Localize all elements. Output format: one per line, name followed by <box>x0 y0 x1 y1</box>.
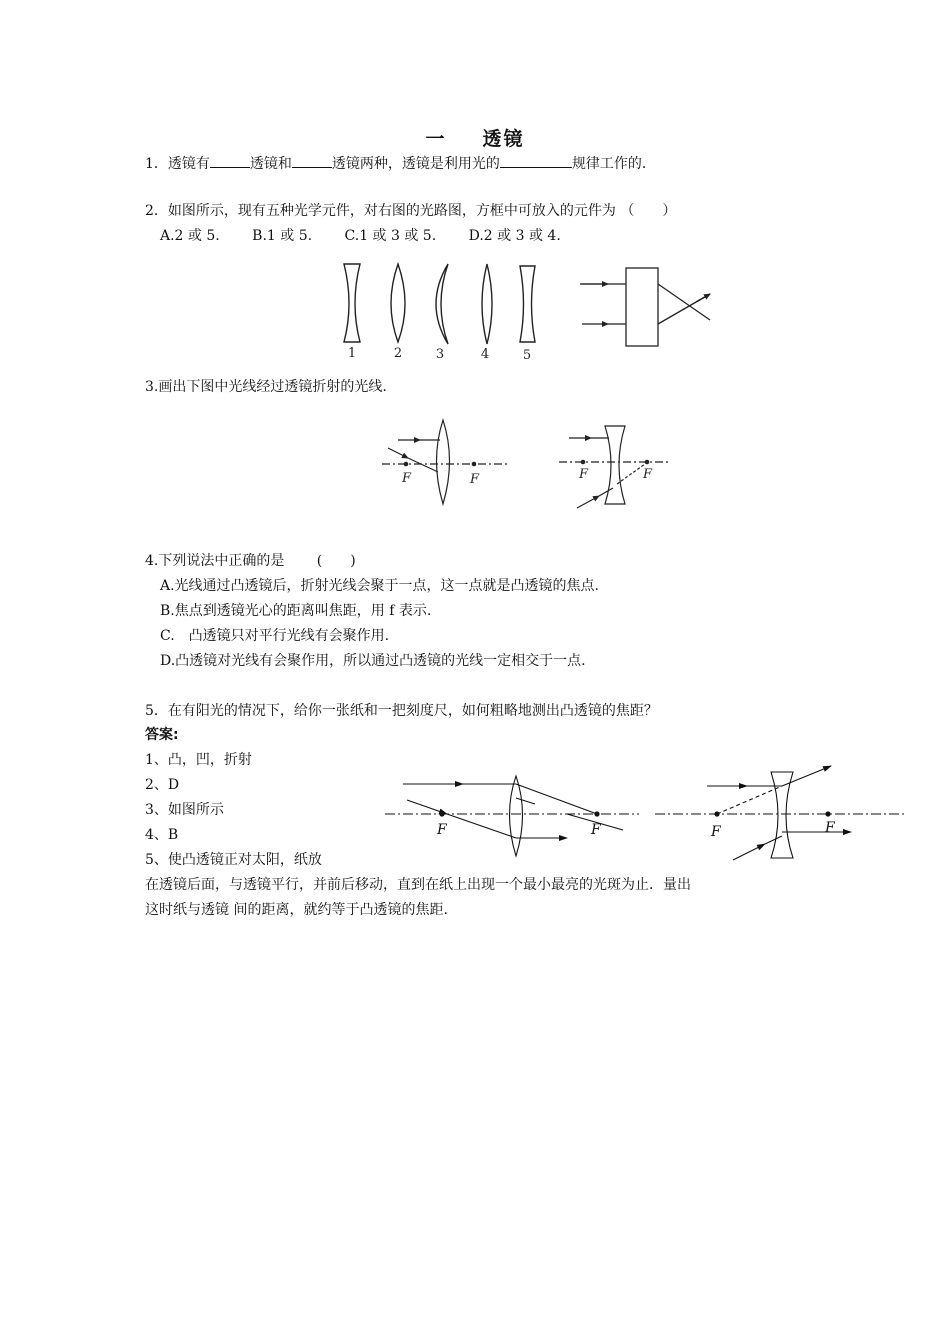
lens-5-concave <box>520 266 535 342</box>
answer-concave-lens-figure <box>655 764 905 864</box>
title-text: 透镜 <box>482 128 525 150</box>
lens-label-3: 3 <box>435 347 445 362</box>
lens-1-concave <box>344 264 360 342</box>
question-1 <box>145 153 656 173</box>
question-4-option-d: D.凸透镜对光线有会聚作用，所以通过凸透镜的光线一定相交于一点. <box>160 653 586 669</box>
q1-part-d: 规律工作的． <box>571 156 656 172</box>
question-2-options: A.2 或 5. B.1 或 5. C.1 或 3 或 5. D.2 或 3 或 4. <box>160 228 561 244</box>
lens-3-meniscus <box>436 264 448 344</box>
focus-label-left: F <box>437 822 447 838</box>
answer-5-line-1: 5、使凸透镜正对太阳，纸放 <box>145 852 322 868</box>
answer-5-line-3: 这时纸与透镜 间的距离，就约等于凸透镜的焦距. <box>145 902 448 918</box>
answer-1: 1、凸，凹，折射 <box>145 752 252 768</box>
q3-concave-lens-figure <box>555 420 675 512</box>
question-5-stem: 5．在有阳光的情况下，给你一张纸和一把刻度尺，如何粗略地测出凸透镜的焦距？ <box>145 703 658 719</box>
focus-label-right: F <box>643 467 653 482</box>
mystery-box <box>626 268 658 346</box>
focus-label-left: F <box>402 471 412 486</box>
five-optical-elements-figure <box>330 258 550 363</box>
q1-part-b: 透镜和 <box>249 156 292 172</box>
question-3-stem: 3.画出下图中光线经过透镜折射的光线. <box>145 379 387 395</box>
lens-label-1: 1 <box>347 346 357 361</box>
focus-label-right: F <box>591 822 601 838</box>
lens-4-convex <box>482 264 492 344</box>
q1-blank-3 <box>500 153 572 168</box>
question-4-option-a: A.光线通过凸透镜后，折射光线会聚于一点，这一点就是凸透镜的焦点. <box>160 578 600 594</box>
lens-2-biconvex <box>391 264 405 342</box>
title-number: 一 <box>425 128 447 150</box>
page-title <box>0 124 950 151</box>
lens-label-5: 5 <box>522 348 532 363</box>
lens-label-4: 4 <box>480 347 490 362</box>
q1-part-a: 1．透镜有 <box>145 156 210 172</box>
answer-2: 2、D <box>145 777 180 793</box>
q3-convex-lens-figure <box>380 416 520 510</box>
q1-blank-1 <box>210 153 250 168</box>
answers-heading: 答案: <box>145 727 179 743</box>
q1-part-c: 透镜两种，透镜是利用光的 <box>331 156 500 172</box>
question-4-option-b: B.焦点到透镜光心的距离叫焦距，用 f 表示. <box>160 603 432 619</box>
question-4-option-c: C. 凸透镜只对平行光线有会聚作用. <box>160 628 390 644</box>
question-4-stem: 4.下列说法中正确的是 ( ) <box>145 553 356 569</box>
box-light-path-figure <box>578 262 718 352</box>
focus-label-right: F <box>825 820 835 836</box>
question-2-stem: 2．如图所示，现有五种光学元件，对右图的光路图，方框中可放入的元件为 （ ） <box>145 203 677 219</box>
answer-4: 4、B <box>145 827 179 843</box>
answer-3: 3、如图所示 <box>145 802 224 818</box>
focus-label-left: F <box>579 467 589 482</box>
answer-5-line-2: 在透镜后面，与透镜平行，并前后移动，直到在纸上出现一个最小最亮的光斑为止．量出 <box>145 877 691 893</box>
focus-label-right: F <box>470 472 480 487</box>
lens-label-2: 2 <box>393 346 403 361</box>
q1-blank-2 <box>292 153 332 168</box>
answer-convex-lens-figure <box>385 772 640 860</box>
focus-label-left: F <box>711 824 721 840</box>
